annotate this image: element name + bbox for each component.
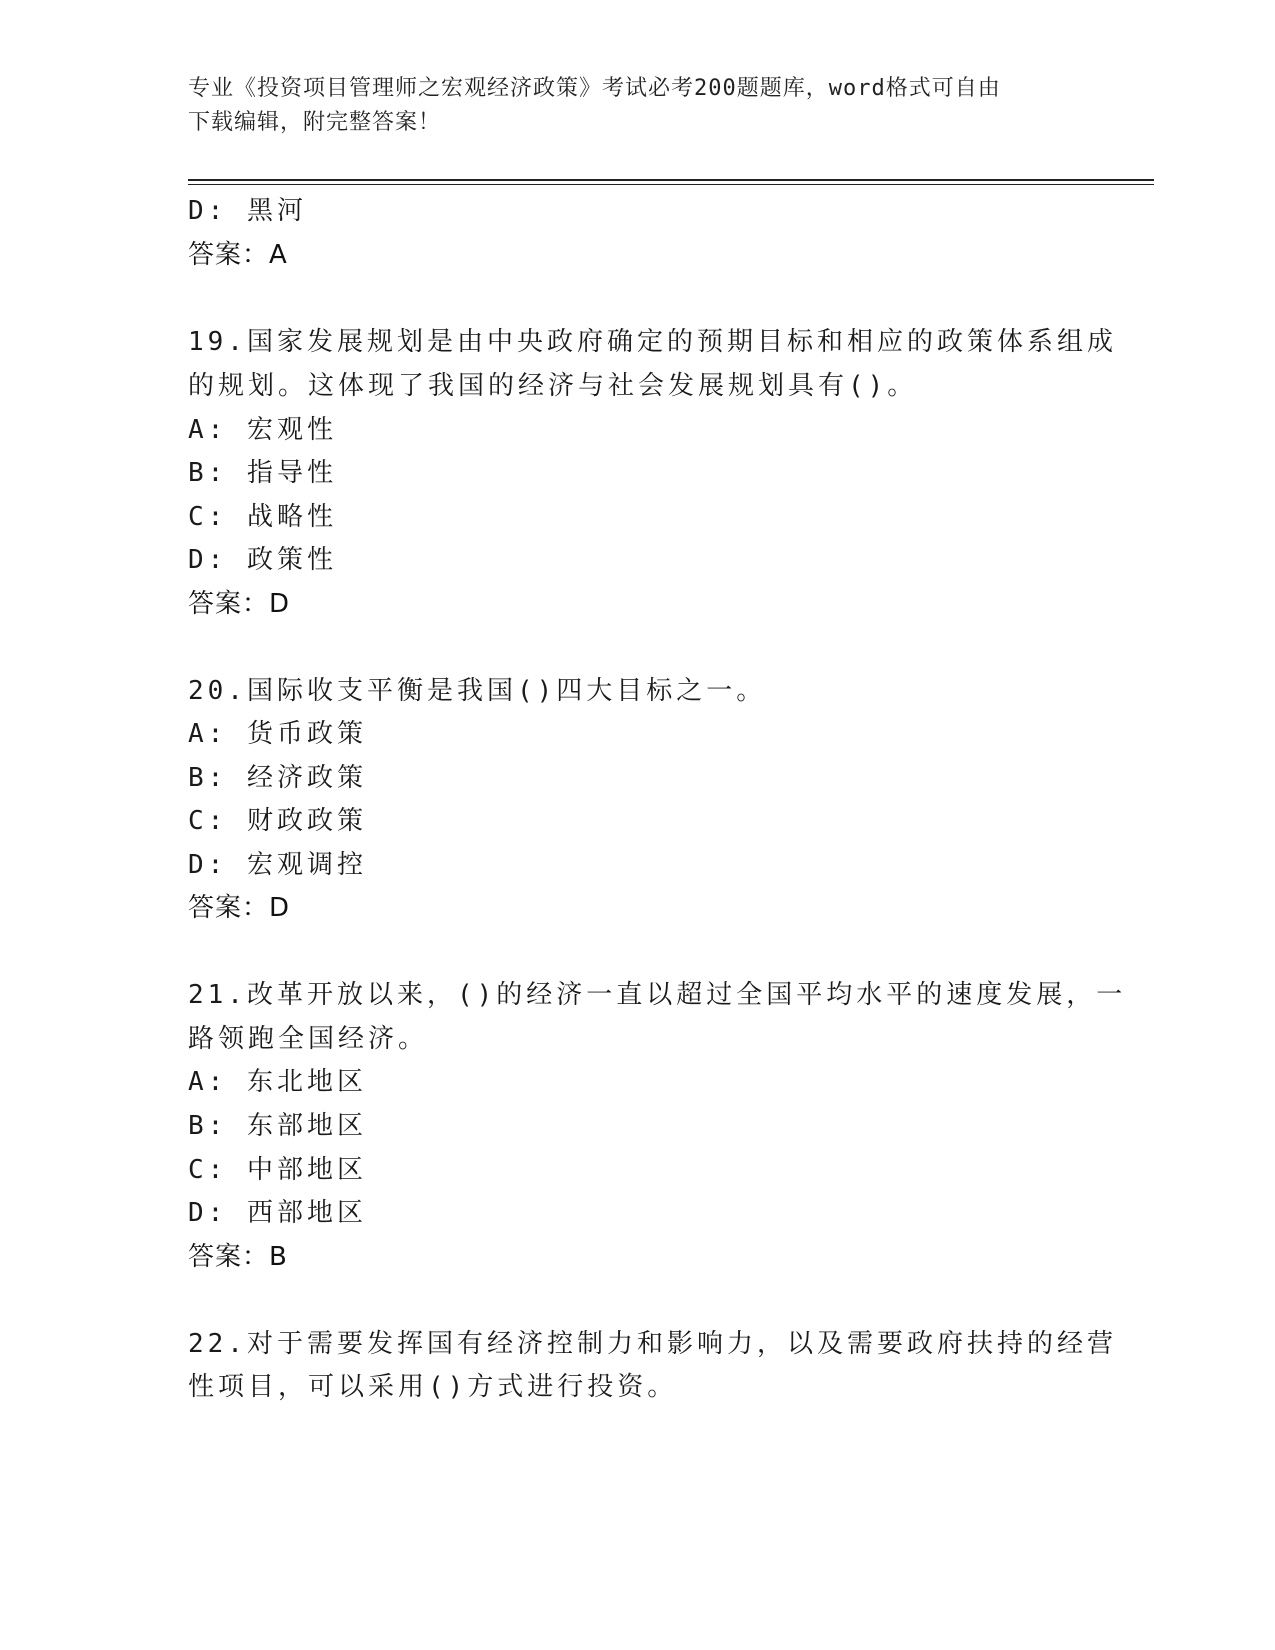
q19-text-line-1: 19.国家发展规划是由中央政府确定的预期目标和相应的政策体系组成 <box>188 327 1117 357</box>
q21-answer: 答案：B <box>188 1242 288 1272</box>
header-line-1: 专业《投资项目管理师之宏观经济政策》考试必考200题题库，word格式可自由 <box>188 76 1001 101</box>
q21-text-line-1: 21.改革开放以来，()的经济一直以超过全国平均水平的速度发展，一 <box>188 980 1127 1010</box>
header-rule-thick <box>188 179 1154 181</box>
prev-answer: 答案：A <box>188 240 288 270</box>
prev-option-d: D: 黑河 <box>188 196 307 226</box>
q20-option-c: C: 财政政策 <box>188 806 367 836</box>
document-header <box>188 72 1088 140</box>
q22-text-line-2: 性项目，可以采用()方式进行投资。 <box>188 1372 678 1402</box>
q19-answer: 答案：D <box>188 589 291 619</box>
q20-answer: 答案：D <box>188 893 291 923</box>
q20-option-b: B: 经济政策 <box>188 763 367 793</box>
q19-option-a: A: 宏观性 <box>188 415 337 445</box>
q19-text-line-2: 的规划。这体现了我国的经济与社会发展规划具有()。 <box>188 371 918 401</box>
q21-text-line-2: 路领跑全国经济。 <box>188 1024 429 1054</box>
q19-option-b: B: 指导性 <box>188 458 337 488</box>
q20-option-a: A: 货币政策 <box>188 719 367 749</box>
q22-text-line-1: 22.对于需要发挥国有经济控制力和影响力，以及需要政府扶持的经营 <box>188 1329 1117 1359</box>
q21-option-b: B: 东部地区 <box>188 1111 367 1141</box>
q21-option-c: C: 中部地区 <box>188 1155 367 1185</box>
q19-option-d: D: 政策性 <box>188 545 337 575</box>
q21-option-a: A: 东北地区 <box>188 1067 367 1097</box>
q21-option-d: D: 西部地区 <box>188 1198 367 1228</box>
q20-option-d: D: 宏观调控 <box>188 850 367 880</box>
header-rule-thin <box>188 184 1154 185</box>
q19-option-c: C: 战略性 <box>188 502 337 532</box>
q20-text-line-1: 20.国际收支平衡是我国()四大目标之一。 <box>188 676 767 706</box>
header-line-2: 下载编辑，附完整答案！ <box>188 110 442 135</box>
